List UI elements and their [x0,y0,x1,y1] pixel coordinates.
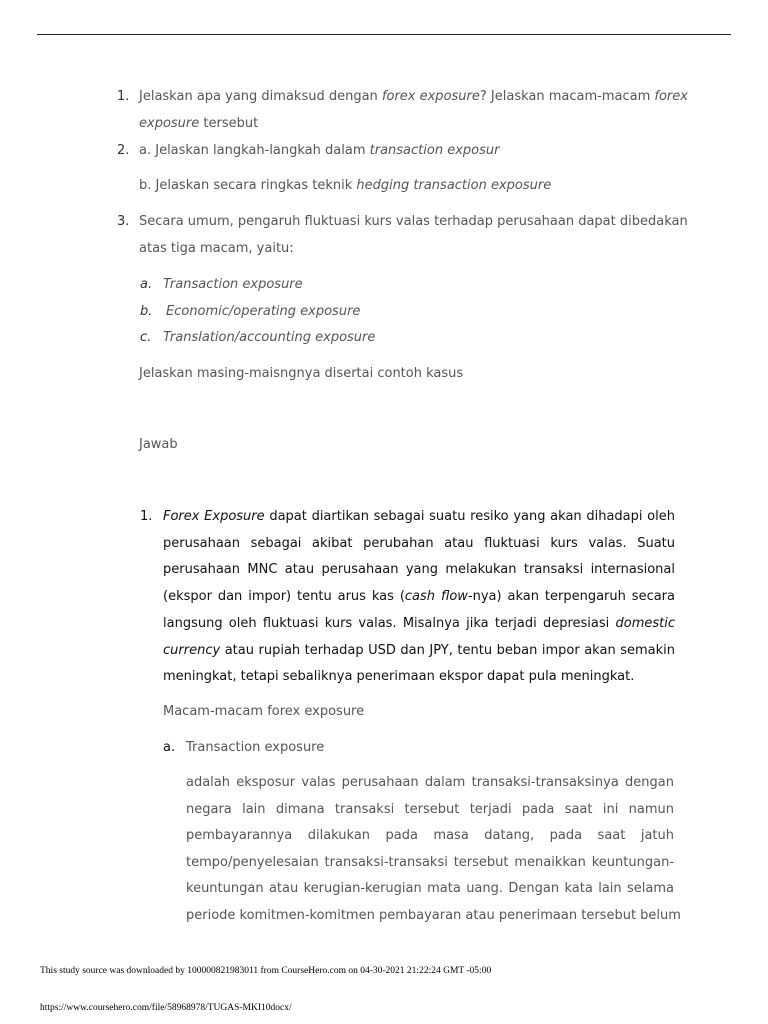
question-3-number: 3. [117,214,130,229]
question-1-line-2: exposure tersebut [139,116,259,131]
sub-a-line: tempo/penyelesaian transaksi-transaksi tersebut menaikkan keuntungan- [186,855,674,870]
forex-types-heading: Macam-macam forex exposure [163,704,365,719]
list-item: Transaction exposure [163,277,303,292]
list-item: Economic/operating exposure [166,304,361,319]
answer-1-line-3: perusahaan MNC atau perusahaan yang melakukan transaksi internasional [163,562,675,577]
sub-a-marker: a. [163,740,176,755]
sub-a-title: Transaction exposure [186,740,325,755]
source-url[interactable]: https://www.coursehero.com/file/58968978/TUGAS-MKI10docx/ [40,1003,292,1013]
answer-1-number: 1. [140,509,153,524]
list-item-marker: b. [140,304,153,319]
list-item-marker: c. [140,330,152,345]
sub-a-line: negara lain dimana transaksi tersebut terjadi pada saat ini namun [186,802,674,817]
question-3-line-1: Secara umum, pengaruh fluktuasi kurs valas terhadap perusahaan dapat dibedakan [139,214,688,229]
sub-a-line: pembayarannya dilakukan pada masa datang, pada saat jatuh [186,828,674,843]
question-2a: a. Jelaskan langkah-langkah dalam transaction exposur [139,143,500,158]
answer-1-line-4: (ekspor dan impor) tentu arus kas (cash flow-nya) akan terpengaruh secara [163,589,675,604]
question-2b: b. Jelaskan secara ringkas teknik hedging transaction exposure [139,178,552,193]
answer-1-line-7: meningkat, tetapi sebaliknya penerimaan ekspor dapat pula meningkat. [163,669,635,684]
question-3-closing: Jelaskan masing-maisngnya disertai contoh kasus [139,366,464,381]
question-3-line-2: atas tiga macam, yaitu: [139,241,294,256]
answer-label: Jawab [139,437,178,452]
answer-1-line-1: Forex Exposure dapat diartikan sebagai suatu resiko yang akan dihadapi oleh [163,509,675,524]
download-note: This study source was downloaded by 100000821983011 from CourseHero.com on 04-30-2021 21:22:24 GMT -05:00 [40,966,492,976]
header-rule [37,34,731,35]
question-2-number: 2. [117,143,130,158]
answer-1-line-6: currency atau rupiah terhadap USD dan JPY, tentu beban impor akan semakin [163,643,675,658]
answer-1-line-2: perusahaan sebagai akibat perubahan atau fluktuasi kurs valas. Suatu [163,536,675,551]
sub-a-line: periode komitmen-komitmen pembayaran atau penerimaan tersebut belum [186,908,681,923]
sub-a-line: keuntungan atau kerugian-kerugian mata uang. Dengan kata lain selama [186,881,674,896]
question-1-line-1: Jelaskan apa yang dimaksud dengan forex exposure? Jelaskan macam-macam forex [139,89,688,104]
list-item: Translation/accounting exposure [163,330,376,345]
question-1-number: 1. [117,89,130,104]
sub-a-line: adalah eksposur valas perusahaan dalam transaksi-transaksinya dengan [186,775,674,790]
answer-1-line-5: langsung oleh fluktuasi kurs valas. Misalnya jika terjadi depresiasi domestic [163,616,675,631]
list-item-marker: a. [140,277,153,292]
